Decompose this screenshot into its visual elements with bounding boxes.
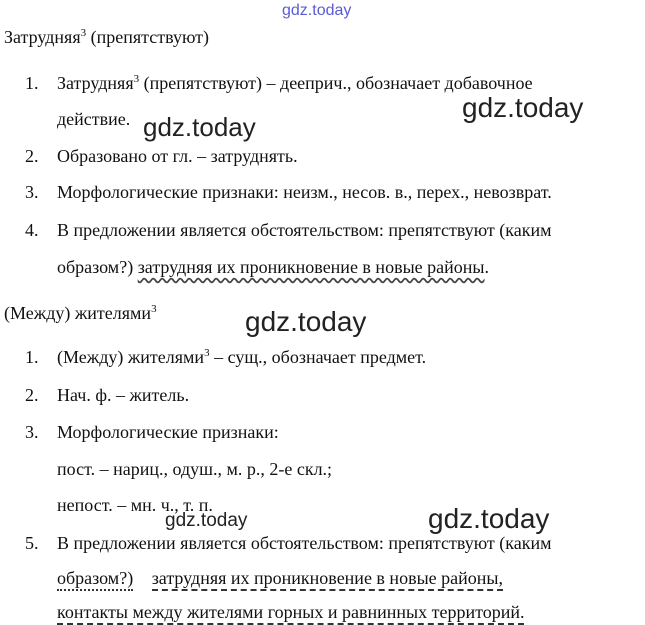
list-item-continuation: действие.: [57, 109, 131, 129]
item-number: 3.: [25, 182, 39, 202]
list-item-text: Морфологические признаки: неизм., несов. в., перех., невозврат.: [57, 182, 552, 202]
list-item-continuation: образом?) затрудняя их проникновение в новые районы,: [57, 567, 503, 589]
item-number: 4.: [25, 220, 39, 240]
watermark: gdz.today: [245, 306, 367, 337]
item-number: 3.: [25, 422, 39, 442]
section-heading: (Между) жителями$^3$: [4, 303, 157, 323]
list-item-text: Морфологические признаки:: [57, 422, 279, 442]
item-number: 2.: [25, 146, 39, 166]
list-item-continuation: непост. – мн. ч., т. п.: [57, 495, 213, 515]
list-item-text: Затрудняя$^3$ (препятствуют) – дееприч., обозначает добавочное: [57, 73, 533, 93]
watermark: gdz.today: [428, 503, 550, 534]
section-heading: Затрудняя$^3$ (препятствуют): [4, 27, 210, 47]
watermark: gdz.today: [143, 112, 256, 142]
item-number: 5.: [25, 533, 39, 553]
list-item-text: (Между) жителями$^3$ – сущ., обозначает предмет.: [57, 347, 427, 367]
list-item-continuation: образом?) затрудняя их проникновение в новые районы.: [57, 257, 489, 277]
watermark: gdz.today: [462, 92, 584, 123]
watermark-top: gdz.today: [282, 2, 352, 19]
item-number: 1.: [25, 347, 39, 367]
list-item-text: В предложении является обстоятельством: препятствуют (каким: [57, 220, 552, 240]
list-item-text: Образовано от гл. – затруднять.: [57, 146, 298, 166]
watermark: gdz.today: [165, 510, 248, 531]
list-item-text: В предложении является обстоятельством: препятствуют (каким: [57, 533, 552, 553]
list-item-continuation: контакты между жителями горных и равнинных территорий.: [57, 601, 524, 623]
item-number: 1.: [25, 73, 39, 93]
item-number: 2.: [25, 385, 39, 405]
list-item-text: Нач. ф. – житель.: [57, 385, 190, 405]
list-item: [25, 72, 39, 94]
list-item-continuation: пост. – нариц., одуш., м. р., 2-е скл.;: [57, 459, 333, 479]
